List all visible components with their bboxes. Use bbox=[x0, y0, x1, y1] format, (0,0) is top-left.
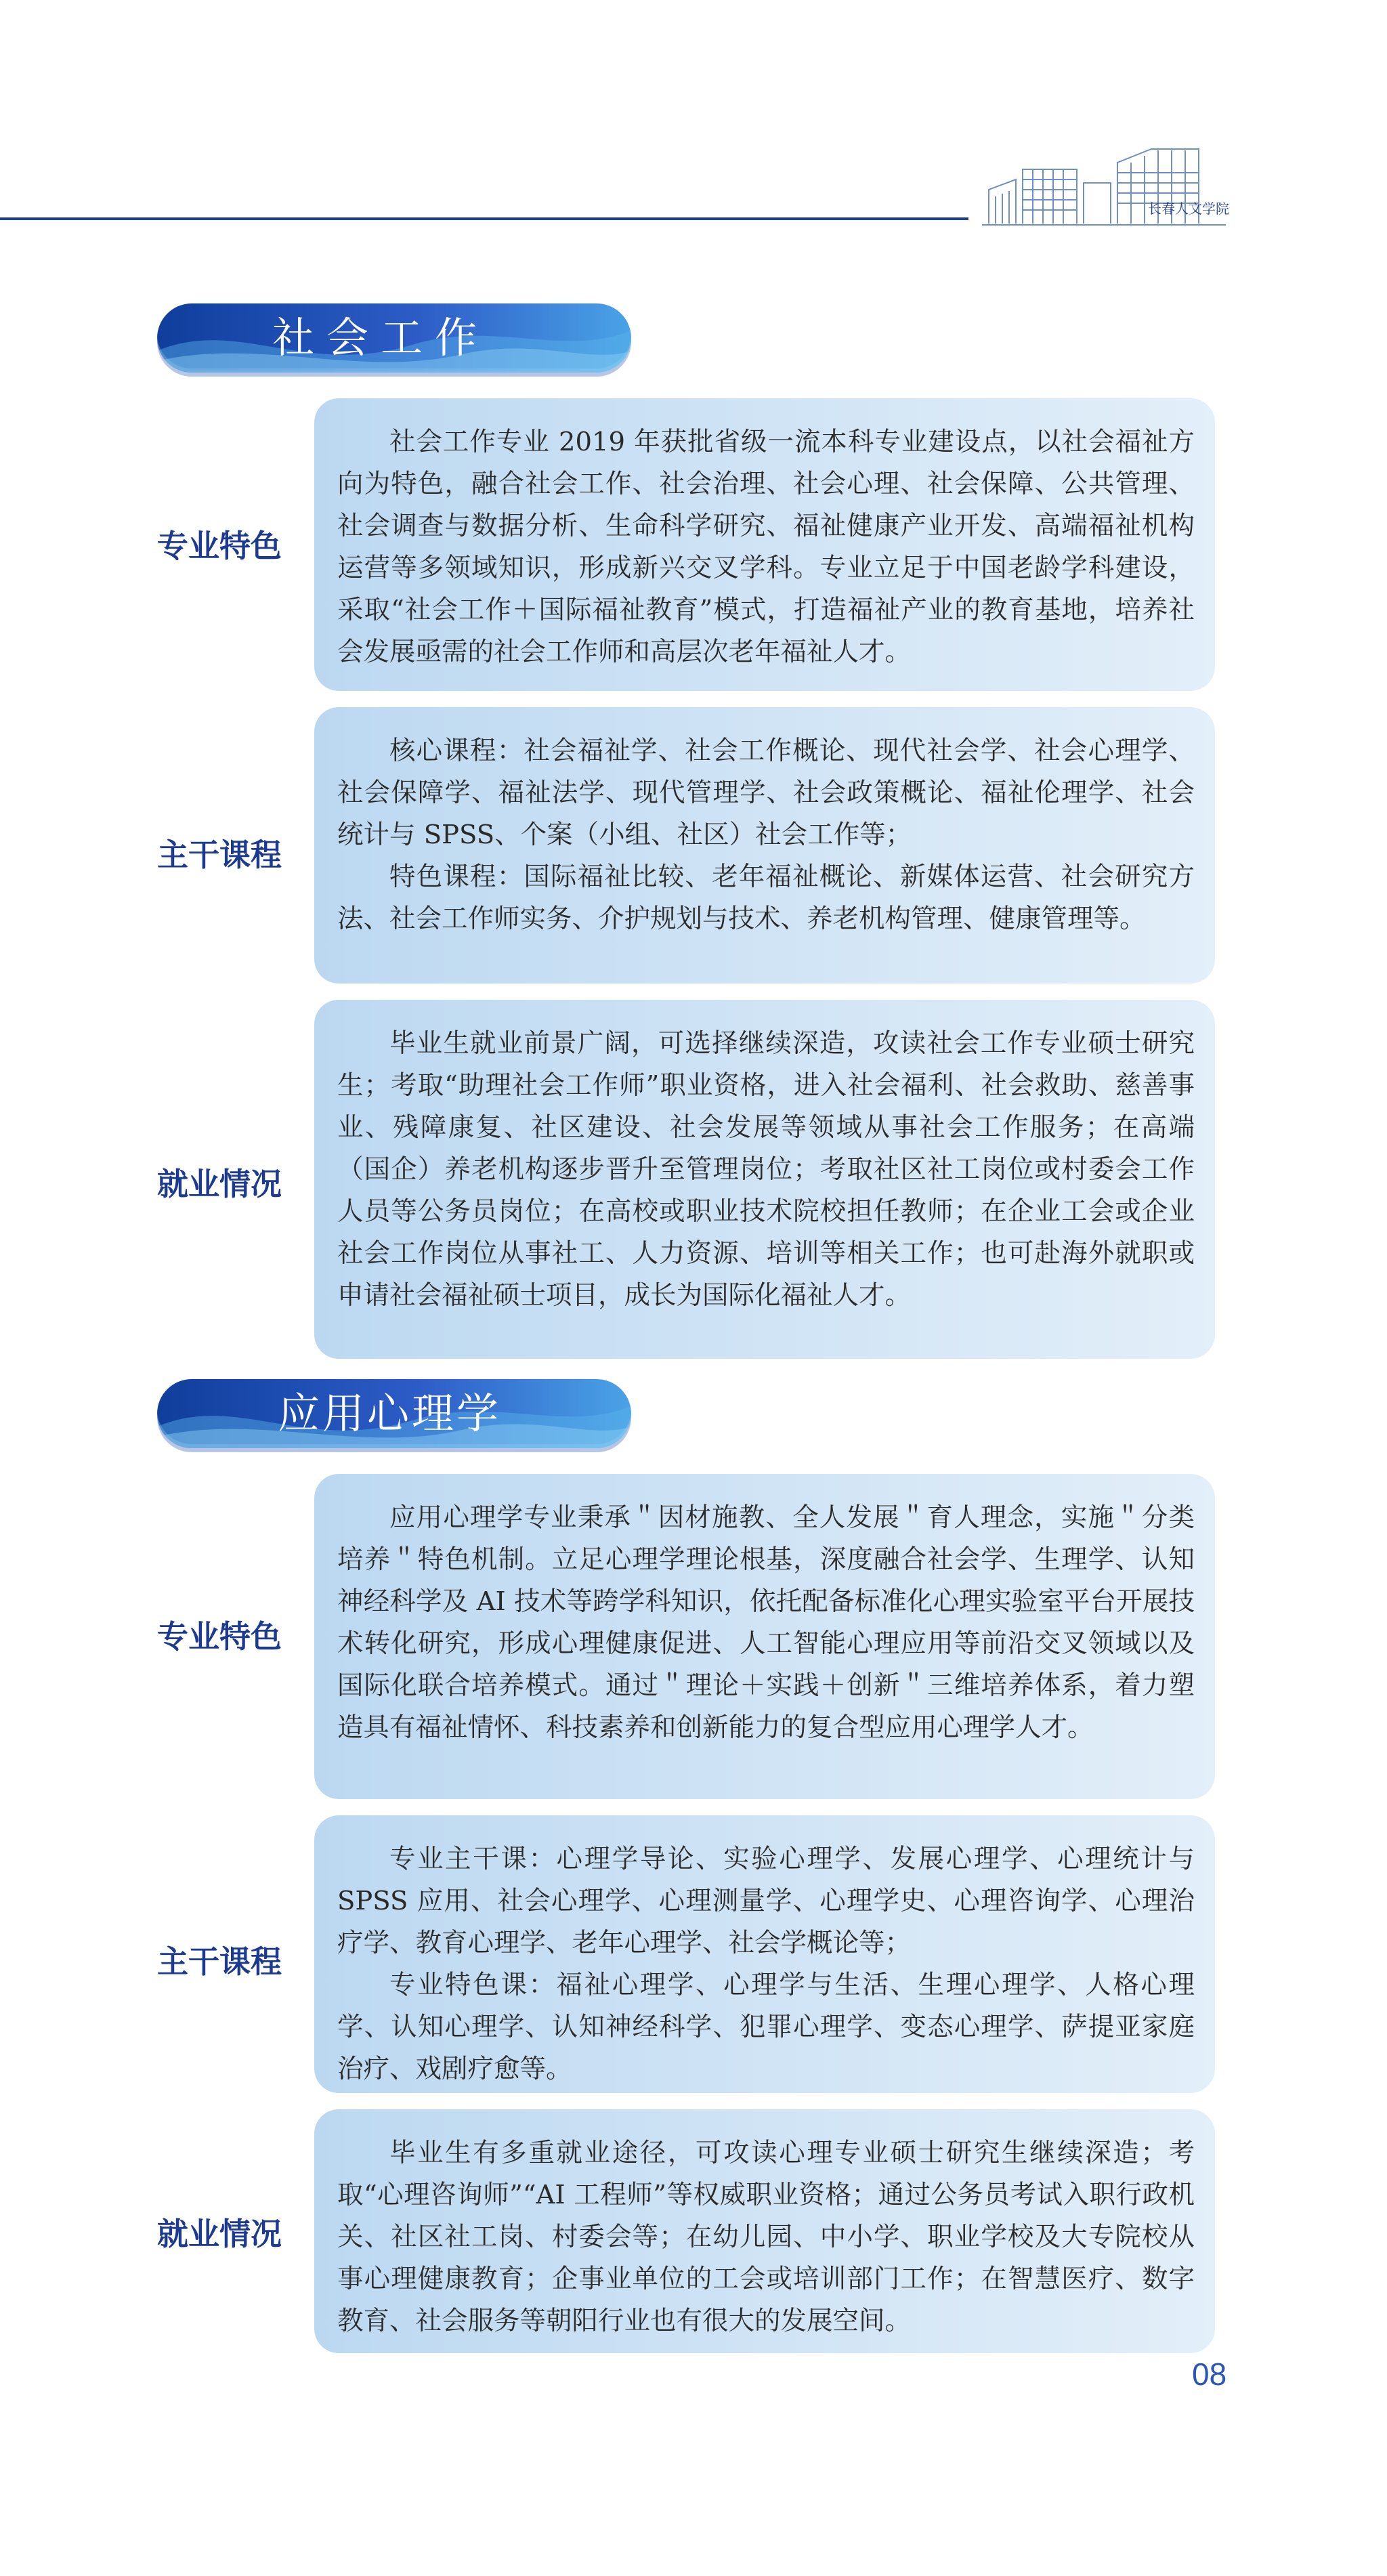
section-title-banner bbox=[157, 1379, 631, 1448]
section-title: 应用心理学 bbox=[278, 1389, 502, 1438]
block-label: 专业特色 bbox=[157, 528, 282, 564]
logo-text: 长春人文学院 bbox=[1148, 200, 1229, 217]
card-paragraph: 社会工作专业 2019 年获批省级一流本科专业建设点，以社会福祉方向为特色，融合社会工作、社会治理、社会心理、社会保障、公共管理、社会调查与数据分析、生命科学研究、福祉健康产业开发、高端福祉机构运营等多领域知识，形成新兴交叉学科。专业立足于中国老龄学科建设，采取“社会工作＋国际福祉教育”模式，打造福祉产业的教育基地，培养社会发展亟需的社会工作师和高层次老年福祉人才。 bbox=[337, 427, 1195, 667]
block-label: 就业情况 bbox=[157, 1166, 282, 1202]
page-number: 08 bbox=[1192, 2357, 1227, 2392]
content-card bbox=[314, 1474, 1215, 1799]
card-paragraph: 核心课程：社会福祉学、社会工作概论、现代社会学、社会心理学、社会保障学、福祉法学、现代管理学、社会政策概论、福祉伦理学、社会统计与 SPSS、个案（小组、社区）社会工作等； bbox=[337, 736, 1195, 850]
content-card bbox=[314, 398, 1215, 691]
header-rule bbox=[0, 217, 968, 220]
card-paragraph: 毕业生就业前景广阔，可选择继续深造，攻读社会工作专业硕士研究生；考取“助理社会工作师”职业资格，进入社会福利、社会救助、慈善事业、残障康复、社区建设、社会发展等领域从事社会工作服务；在高端（国企）养老机构逐步晋升至管理岗位；考取社区社工岗位或村委会工作人员等公务员岗位；在高校或职业技术院校担任教师；在企业工会或企业社会工作岗位从事社工、人力资源、培训等相关工作；也可赴海外就职或申请社会福祉硕士项目，成长为国际化福祉人才。 bbox=[337, 1028, 1195, 1311]
section-title-banner bbox=[157, 303, 631, 373]
card-paragraph: 专业特色课：福祉心理学、心理学与生活、生理心理学、人格心理学、认知心理学、认知神经科学、犯罪心理学、变态心理学、萨提亚家庭治疗、戏剧疗愈等。 bbox=[337, 1970, 1195, 2084]
card-paragraph: 特色课程：国际福祉比较、老年福祉概论、新媒体运营、社会研究方法、社会工作师实务、介护规划与技术、养老机构管理、健康管理等。 bbox=[337, 862, 1195, 934]
card-paragraph: 毕业生有多重就业途径，可攻读心理专业硕士研究生继续深造；考取“心理咨询师”“AI 工程师”等权威职业资格；通过公务员考试入职行政机关、社区社工岗、村委会等；在幼儿园、中小学、职业学校及大专院校从事心理健康教育；企事业单位的工会或培训部门工作；在智慧医疗、数字教育、社会服务等朝阳行业也有很大的发展空间。 bbox=[337, 2138, 1195, 2336]
content-card bbox=[314, 1000, 1215, 1359]
block-label: 专业特色 bbox=[157, 1618, 282, 1655]
block-label: 就业情况 bbox=[157, 2216, 282, 2252]
section-title: 社会工作 bbox=[272, 313, 490, 362]
card-paragraph: 应用心理学专业秉承＂因材施教、全人发展＂育人理念，实施＂分类培养＂特色机制。立足心理学理论根基，深度融合社会学、生理学、认知神经科学及 AI 技术等跨学科知识，依托配备标准化心理实验室平台开展技术转化研究，形成心理健康促进、人工智能心理应用等前沿交叉领域以及国际化联合培养模式。通过＂理论＋实践＋创新＂三维培养体系，着力塑造具有福祉情怀、科技素养和创新能力的复合型应用心理学人才。 bbox=[337, 1502, 1195, 1743]
block-label: 主干课程 bbox=[157, 837, 282, 873]
content-card bbox=[314, 707, 1215, 984]
campus-building-logo bbox=[975, 142, 1233, 230]
card-paragraph: 专业主干课：心理学导论、实验心理学、发展心理学、心理统计与 SPSS 应用、社会心理学、心理测量学、心理学史、心理咨询学、心理治疗学、教育心理学、老年心理学、社会学概论等； bbox=[337, 1844, 1195, 1958]
content-card bbox=[314, 1815, 1215, 2093]
block-label: 主干课程 bbox=[157, 1943, 282, 1980]
content-card bbox=[314, 2109, 1215, 2353]
